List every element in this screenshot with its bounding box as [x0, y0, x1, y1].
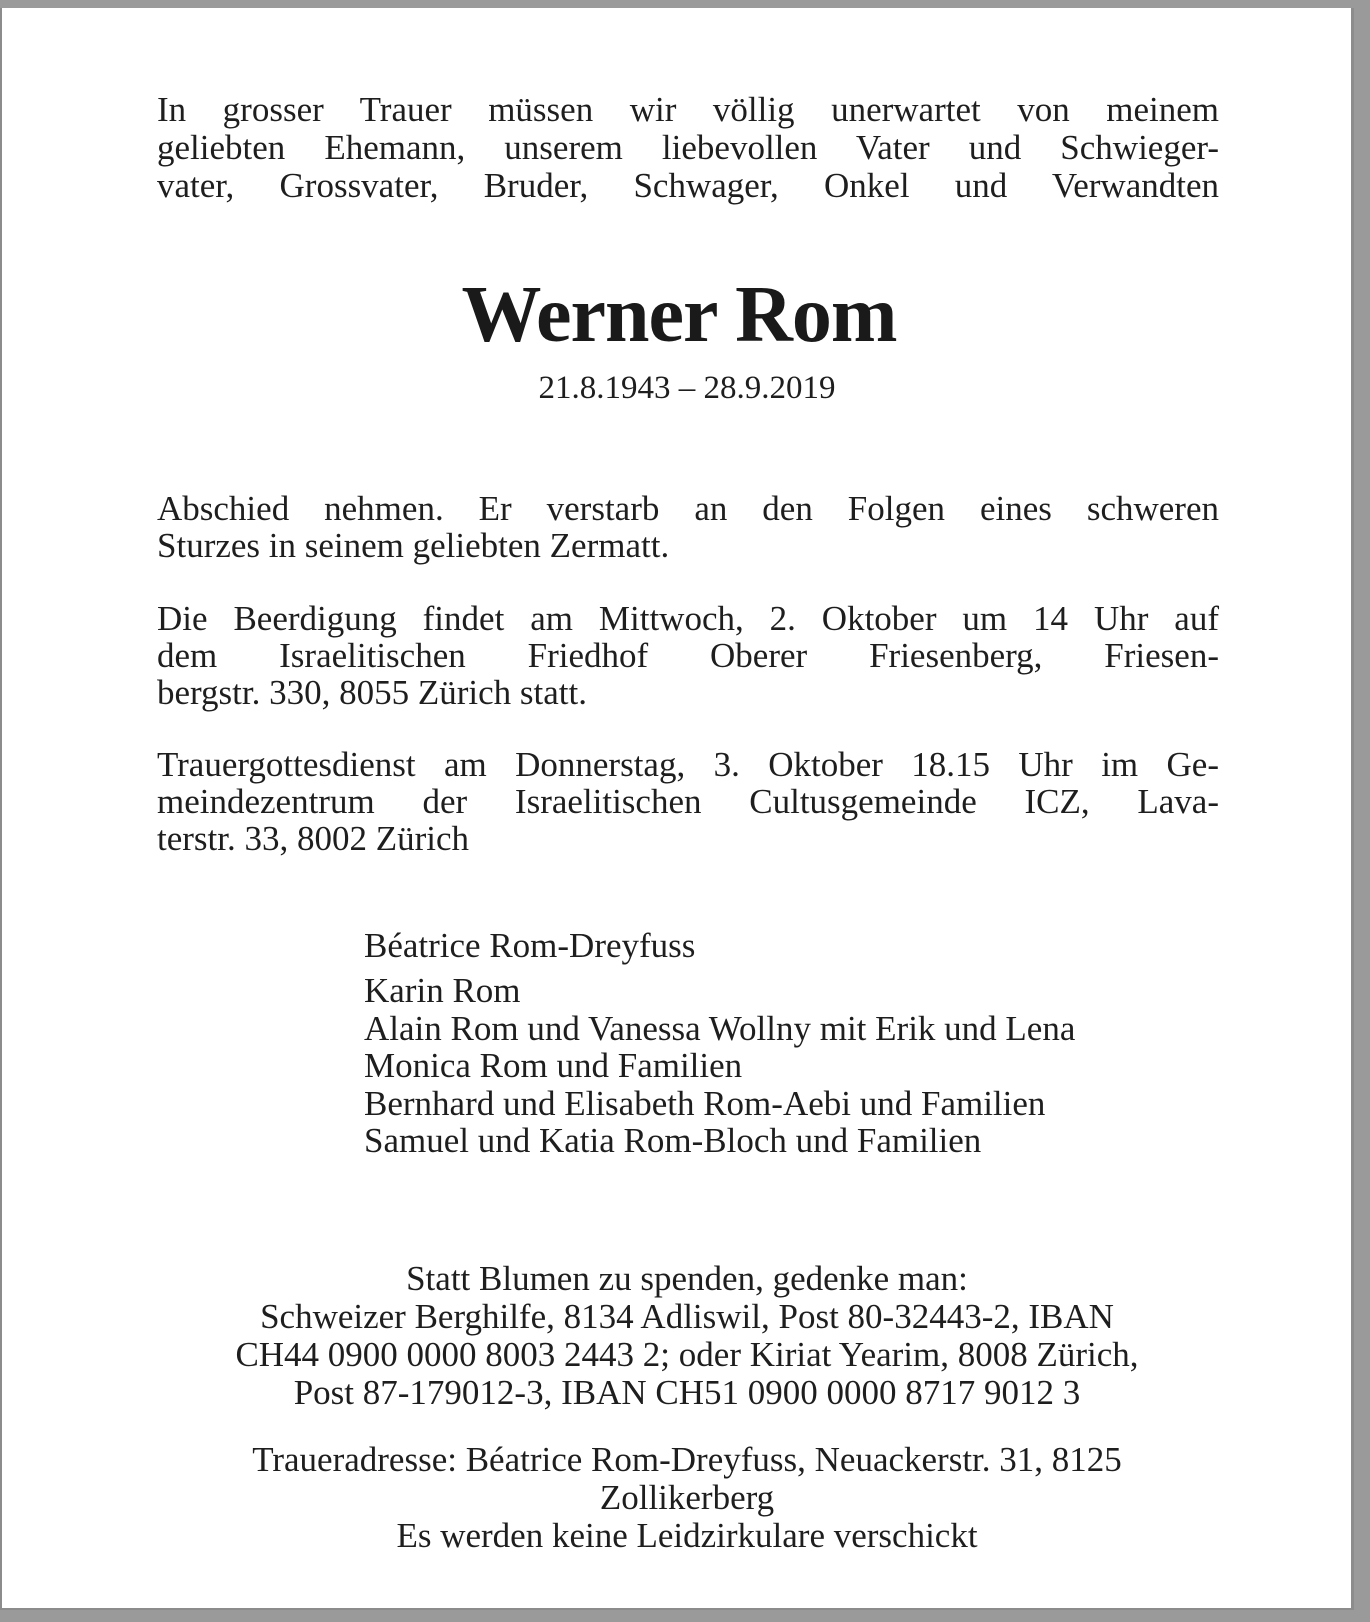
intro-line: geliebten Ehemann, unserem liebevollen Vater und Schwieger-	[157, 128, 1219, 167]
paragraph-line: terstr. 33, 8002 Zürich	[157, 819, 470, 858]
deceased-name: Werner Rom	[461, 271, 897, 359]
family-member: Alain Rom und Vanessa Wollny mit Erik und Lena	[364, 1008, 1076, 1048]
funeral-paragraph	[157, 600, 1219, 711]
donation-line: CH44 0900 0000 8003 2443 2; oder Kiriat Yearim, 8008 Zürich,	[235, 1335, 1139, 1374]
paragraph-line: dem Israelitischen Friedhof Oberer Friesenberg, Friesen-	[157, 636, 1219, 675]
donation-line: Schweizer Berghilfe, 8134 Adliswil, Post 80-32443-2, IBAN	[260, 1297, 1114, 1336]
life-dates: 21.8.1943 – 28.9.2019	[538, 370, 836, 406]
paragraph-line: bergstr. 330, 8055 Zürich statt.	[157, 673, 587, 712]
obituary-sheet	[0, 8, 1354, 1610]
family-member: Samuel und Katia Rom-Bloch und Familien	[364, 1121, 982, 1160]
service-paragraph	[157, 746, 1219, 857]
farewell-paragraph	[157, 490, 1219, 564]
donation-line: Post 87-179012-3, IBAN CH51 0900 0000 8717 9012 3	[293, 1373, 1081, 1412]
intro-text	[157, 91, 1219, 205]
widow-name: Béatrice Rom-Dreyfuss	[364, 926, 696, 965]
family-member: Karin Rom	[364, 971, 521, 1010]
paragraph-line: Trauergottesdienst am Donnerstag, 3. Oktober 18.15 Uhr im Ge-	[157, 745, 1219, 784]
donation-line: Statt Blumen zu spenden, gedenke man:	[406, 1259, 968, 1298]
paragraph-line: meindezentrum der Israelitischen Cultusgemeinde ICZ, Lava-	[157, 782, 1219, 821]
address-line: Es werden keine Leidzirkulare verschickt	[396, 1516, 978, 1555]
paragraph-line: Sturzes in seinem geliebten Zermatt.	[157, 526, 670, 565]
paragraph-line: Abschied nehmen. Er verstarb an den Folgen eines schweren	[157, 489, 1219, 528]
family-member: Bernhard und Elisabeth Rom-Aebi und Familien	[364, 1083, 1046, 1123]
paragraph-line: Die Beerdigung findet am Mittwoch, 2. Oktober um 14 Uhr auf	[157, 599, 1219, 638]
intro-line: vater, Grossvater, Bruder, Schwager, Onkel und Verwandten	[157, 166, 1219, 205]
family-member: Monica Rom und Familien	[364, 1046, 743, 1085]
donation-notice	[2, 1260, 1370, 1412]
intro-line: In grosser Trauer müssen wir völlig unerwartet von meinem	[157, 90, 1219, 129]
address-line: Zollikerberg	[599, 1478, 775, 1517]
mourning-address	[2, 1441, 1370, 1555]
family-members	[364, 972, 1075, 1160]
address-line: Traueradresse: Béatrice Rom-Dreyfuss, Neuackerstr. 31, 8125	[252, 1440, 1122, 1479]
